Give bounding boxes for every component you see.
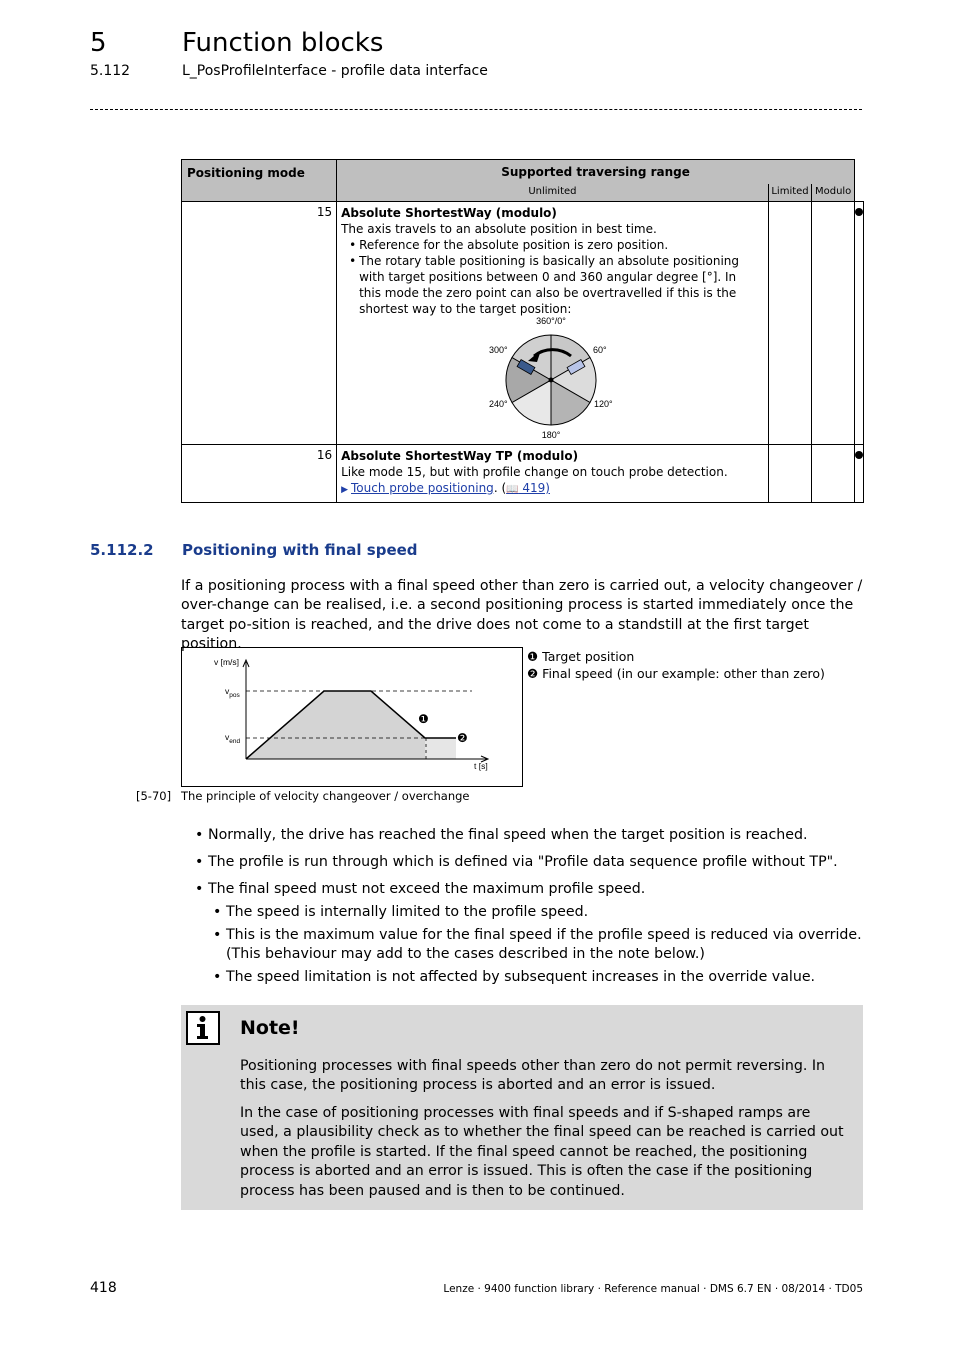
list-item: • Normally, the drive has reached the final speed when the target position is reached. xyxy=(195,826,865,845)
unlimited-cell xyxy=(768,445,812,503)
sub-list-item: • This is the maximum value for the final speed if the profile speed is reduced via override. (This behaviour may add to the cases described in the note below.) xyxy=(213,926,865,965)
velocity-profile-chart xyxy=(182,648,522,786)
profile-area xyxy=(246,691,425,759)
section-number: 5.112 xyxy=(90,63,131,79)
mode-number: 16 xyxy=(182,445,337,503)
note-box xyxy=(181,1005,863,1210)
col-header-unlimited: Unlimited xyxy=(337,184,769,202)
unlimited-cell xyxy=(768,202,812,445)
chapter-number: 5 xyxy=(90,28,107,58)
list-item: • The profile is run through which is defined via "Profile data sequence profile without TP". xyxy=(195,853,865,872)
dial-label-0: 360°/0° xyxy=(536,317,566,326)
col-header-mode: Positioning mode xyxy=(182,160,337,202)
col-header-range: Supported traversing range xyxy=(337,160,855,185)
list-item: • The final speed must not exceed the maximum profile speed. xyxy=(195,880,865,899)
vend-label: $v_{end}$ xyxy=(225,732,241,745)
list-item: • The rotary table positioning is basically an absolute positioning with target positions between 0 and 360 angular degree [°]. In this mode the zero point can also be overtravelled if this is the shortest way to the target position: xyxy=(359,253,762,317)
legend-item: ❶ Target position xyxy=(527,649,635,664)
dial-label-120: 120° xyxy=(594,399,613,409)
book-icon: 📖 xyxy=(506,484,519,495)
link-suffix: . ( xyxy=(493,481,507,495)
table-row xyxy=(182,445,864,503)
mode-description xyxy=(337,445,769,503)
subsection-title: Positioning with final speed xyxy=(182,541,418,559)
info-icon xyxy=(186,1011,220,1045)
section-title: L_PosProfileInterface - profile data interface xyxy=(182,63,488,79)
figure-number: [5-70] xyxy=(136,789,172,803)
marker-1: ❶ xyxy=(418,712,429,726)
dial-label-300: 300° xyxy=(489,345,508,355)
supported-dot-icon xyxy=(855,208,863,216)
bullet-list xyxy=(195,826,865,991)
figure-caption: The principle of velocity changeover / overchange xyxy=(181,789,470,803)
y-axis-label: v [m/s] xyxy=(214,657,240,667)
triangle-right-icon: ▶ xyxy=(341,485,349,495)
footer-document-info: Lenze · 9400 function library · Reference manual · DMS 6.7 EN · 08/2014 · TD05 xyxy=(443,1283,863,1295)
rotary-table-diagram xyxy=(341,317,761,439)
center-point xyxy=(549,378,554,383)
mode-title: Absolute ShortestWay (modulo) xyxy=(341,206,557,220)
chapter-title: Function blocks xyxy=(182,28,384,58)
reference-line xyxy=(341,480,762,498)
modulo-cell xyxy=(855,445,864,503)
touch-probe-link[interactable]: Touch probe positioning xyxy=(351,481,494,495)
page-number: 418 xyxy=(90,1280,117,1296)
positioning-mode-table xyxy=(181,159,864,503)
mode-description xyxy=(337,202,769,445)
limited-cell xyxy=(812,202,855,445)
mode-text: The axis travels to an absolute position in best time. xyxy=(341,222,657,236)
figure-legend xyxy=(527,648,825,682)
subsection-number: 5.112.2 xyxy=(90,541,154,559)
dial-label-180: 180° xyxy=(541,430,561,439)
page-ref: 419) xyxy=(518,481,550,495)
note-paragraph: Positioning processes with final speeds other than zero do not permit reversing. In this case, the positioning process is aborted and an error is issued. xyxy=(240,1058,826,1094)
dial-label-240: 240° xyxy=(489,399,508,409)
mode-number: 15 xyxy=(182,202,337,445)
marker-2: ❷ xyxy=(457,731,468,745)
table-row xyxy=(182,202,864,445)
col-header-modulo: Modulo xyxy=(812,184,855,202)
page-ref-link[interactable] xyxy=(506,481,550,495)
dial-label-60: 60° xyxy=(593,345,607,355)
note-title: Note! xyxy=(240,1017,300,1039)
limited-cell xyxy=(812,445,855,503)
x-axis-label: t [s] xyxy=(474,761,488,771)
legend-item: ❷ Final speed (in our example: other than zero) xyxy=(527,666,825,681)
header-divider xyxy=(90,109,862,110)
velocity-figure xyxy=(181,647,523,787)
mode-text: Like mode 15, but with profile change on touch probe detection. xyxy=(341,465,728,479)
sub-list-item: • The speed limitation is not affected by subsequent increases in the override value. xyxy=(213,968,865,987)
final-speed-area xyxy=(425,738,456,759)
intro-paragraph: If a positioning process with a final speed other than zero is carried out, a velocity changeover / over-change can be realised, i.e. a second positioning process is started immediately once the target po-sition is reached, and the drive does not come to a standstill at the first target position. xyxy=(181,578,863,652)
list-item: • Reference for the absolute position is zero position. xyxy=(359,237,762,253)
modulo-cell xyxy=(855,202,864,445)
sub-list-item: • The speed is internally limited to the profile speed. xyxy=(213,903,865,922)
col-header-limited: Limited xyxy=(768,184,812,202)
mode-title: Absolute ShortestWay TP (modulo) xyxy=(341,449,579,463)
supported-dot-icon xyxy=(855,451,863,459)
vpos-label: $v_{pos}$ xyxy=(225,686,240,699)
note-paragraph: In the case of positioning processes with final speeds and if S-shaped ramps are used, a plausibility check as to whether the final speed can be reached is carried out when the profile is started. If the final speed cannot be reached, the positioning process is aborted and an error is issued. This is often the case if the positioning process has been paused and is then to be continued. xyxy=(240,1105,844,1199)
